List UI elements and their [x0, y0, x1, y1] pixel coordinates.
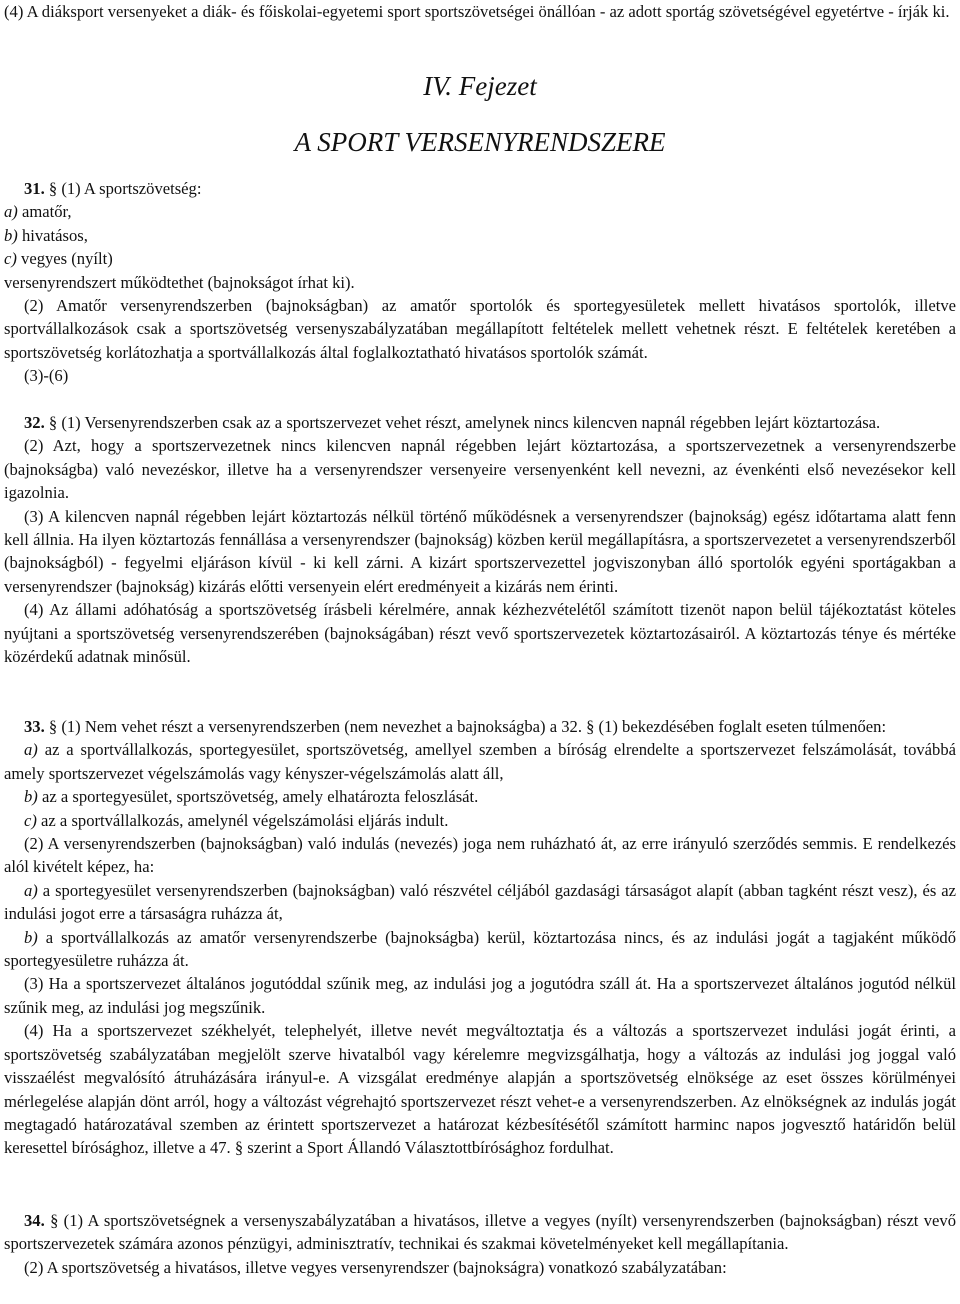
list-text: a sportvállalkozás az amatőr versenyrendszerbe (bajnokságba) kerül, köztartozása nincs, és az indulási jogát a tagjaként működő sportegyesületre ruházza át.: [4, 927, 956, 971]
section-33: [4, 715, 956, 1160]
list-letter: c): [24, 810, 37, 830]
list-item: [4, 738, 956, 785]
section-32-number: 32.: [24, 413, 45, 432]
section-32: [4, 411, 956, 668]
list-letter: b): [24, 927, 38, 947]
intro-paragraph: [4, 0, 956, 23]
list-letter: a): [4, 202, 18, 222]
section-32-p1: [4, 411, 956, 434]
section-31-rest: [4, 294, 956, 388]
list-item: [4, 809, 956, 832]
section-33-p3: (3) Ha a sportszervezet általános jogutóddal szűnik meg, az indulási jog a jogutódra száll át. Ha a sportszervezet általános jogutód nélkül szűnik meg, az indulási jog megszűnik.: [4, 974, 956, 1017]
section-33-p1-text: § (1) Nem vehet részt a versenyrendszerben (nem nevezhet a bajnokságba) a 32. § (1) bekezdésében foglalt eseten túlmenően:: [44, 717, 887, 736]
list-text: amatőr,: [17, 202, 72, 222]
section-33-p2: (2) A versenyrendszerben (bajnokságban) való indulás (nevezés) joga nem ruházható át, az erre irányuló szerződés semmis. E rendelkezés alól kivételt képez, ha:: [4, 834, 956, 877]
section-32-p3: (3) A kilencven napnál régebben lejárt köztartozás nélkül történő működésnek a versenyrendszer (bajnokság) egész időtartama alatt fenn kell állnia. Ha ilyen köztartozás fennállása a versenyrendszer (bajnokság) közben kerül megállapításra, a sportszervezetet a versenyrendszerből (bajnokságból) - fegyelmi eljáráson kívül - ki kell zárni. A kizárt sportszervezettel jogviszonyban álló sportolók egyéni sportágakban a versenyrendszer (bajnokság) kizárás előtti versenyein elért eredményeit a kizárás nem érinti.: [4, 506, 956, 596]
section-32-p4: (4) Az állami adóhatóság a sportszövetség írásbeli kérelmére, annak kézhezvételétől számított tizenöt napon belül tájékoztatást köteles nyújtani a sportszövetség versenyrendszerében (bajnokságában) részt vevő sportszervezetek köztartozásairól. A köztartozás ténye és mértéke közérdekű adatnak minősül.: [4, 600, 956, 667]
section-32-p1-text: § (1) Versenyrendszerben csak az a sportszervezet vehet részt, amelynek nincs kilencven napnál régebben lejárt köztartozása.: [44, 413, 881, 432]
list-letter: a): [24, 880, 38, 900]
list-item: [4, 247, 956, 270]
section-31: [4, 177, 956, 294]
paragraph-4-diaksport: (4) A diáksport versenyeket a diák- és főiskolai-egyetemi sport sportszövetségei önállóan - az adott sportág szövetségével egyetértve - írják ki.: [4, 2, 950, 21]
list-text: az a sportvállalkozás, sportegyesület, sportszövetség, amellyel szemben a bíróság elrendelte a sportszervezet felszámolását, továbbá amely sportszervezet végelszámolás vagy kényszer-végelszámolás alatt áll,: [4, 740, 956, 783]
section-31-number: 31.: [24, 179, 45, 198]
list-text: hivatásos,: [17, 225, 88, 245]
list-item: [4, 785, 956, 808]
section-34-number: 34.: [24, 1211, 45, 1230]
section-34-p2: (2) A sportszövetség a hivatásos, illetve vegyes versenyrendszer (bajnokságra) vonatkozó szabályzatában:: [24, 1257, 727, 1277]
section-33-p4: (4) Ha a sportszervezet székhelyét, telephelyét, illetve nevét megváltoztatja és a változás a sportszervezet indulási jogát érinti, a sportszövetség szabályzatában megjelölt szerve hivatalból vagy kérelemre megvizsgálhatja, hogy a változás az indulási jog joggal való visszaélést megvalósító átruházására irányul-e. A vizsgálat eredménye alapján a sportszövetség elnöksége az eset összes körülményei mérlegelése alapján dönt arról, hogy a változást végrehajtó sportszervezet részt vehet-e a versenyrendszerben. Az elnökségnek az indulás jogát megtagadó határozatával szemben az érintett sportszervezet a határozat kézbesítésétől számított harminc napos jogvesztő határidőn belül keresettel bírósághoz, illetve a 47. § szerint a Sport Állandó Választottbírósághoz fordulhat.: [4, 1021, 956, 1158]
section-31-p1: [4, 177, 956, 200]
list-text: a sportegyesület versenyrendszerben (bajnokságban) való részvétel céljából gazdasági társaságot alapít (abban tagként részt vesz), és az indulási jogot erre a társaságra ruházza át,: [4, 880, 956, 924]
section-31-p1-text: § (1) A sportszövetség:: [48, 179, 202, 198]
list-letter: c): [4, 249, 17, 269]
list-letter: b): [24, 787, 38, 807]
section-31-p3: (3)-(6): [24, 366, 69, 386]
list-item: [4, 200, 956, 223]
list-item: [4, 879, 956, 926]
section-33-p1: [4, 715, 956, 738]
list-item: [4, 926, 956, 973]
list-text: vegyes (nyílt): [16, 249, 113, 269]
section-31-p1-end: versenyrendszert működtethet (bajnokságot írhat ki).: [4, 272, 355, 292]
section-34-p1-text: § (1) A sportszövetségnek a versenyszabályzatában a hivatásos, illetve a vegyes (nyílt) versenyrendszerben (bajnokságban) részt vevő sportszervezetek számára azonos pénzügyi, adminisztratív, technikai és szakmai követelményeket kell megállapítania.: [4, 1211, 956, 1254]
section-31-p2: (2) Amatőr versenyrendszerben (bajnokságban) az amatőr sportolók és sportegyesületek mellett hivatásos sportolók, illetve sportvállalkozások csak a sportszövetség versenyszabályzatában megállapított feltételek mellett vehetnek részt. E feltételek keretében a sportszövetség korlátozhatja a sportvállalkozás által foglalkoztatható hivatásos sportolók számát.: [4, 296, 956, 362]
list-letter: a): [24, 740, 38, 760]
list-text: az a sportvállalkozás, amelynél végelszámolási eljárás indult.: [36, 810, 449, 830]
list-text: az a sportegyesület, sportszövetség, amely elhatározta feloszlását.: [37, 787, 479, 807]
section-32-p2: (2) Azt, hogy a sportszervezetnek nincs kilencven napnál régebben lejárt köztartozása, a sportszervezetnek a versenyrendszerbe (bajnokságba) való nevezéskor, illetve ha a versenyrendszer versenyeire versenyenként kell nevezni, az évenkénti első nevezésekor kell igazolnia.: [4, 436, 956, 503]
section-34: [4, 1209, 956, 1279]
list-item: [4, 224, 956, 247]
section-34-p1: [4, 1209, 956, 1256]
chapter-title: A SPORT VERSENYRENDSZERE: [294, 127, 666, 157]
list-letter: b): [4, 225, 18, 245]
section-33-number: 33.: [24, 717, 45, 736]
chapter-number: IV. Fejezet: [423, 71, 537, 101]
